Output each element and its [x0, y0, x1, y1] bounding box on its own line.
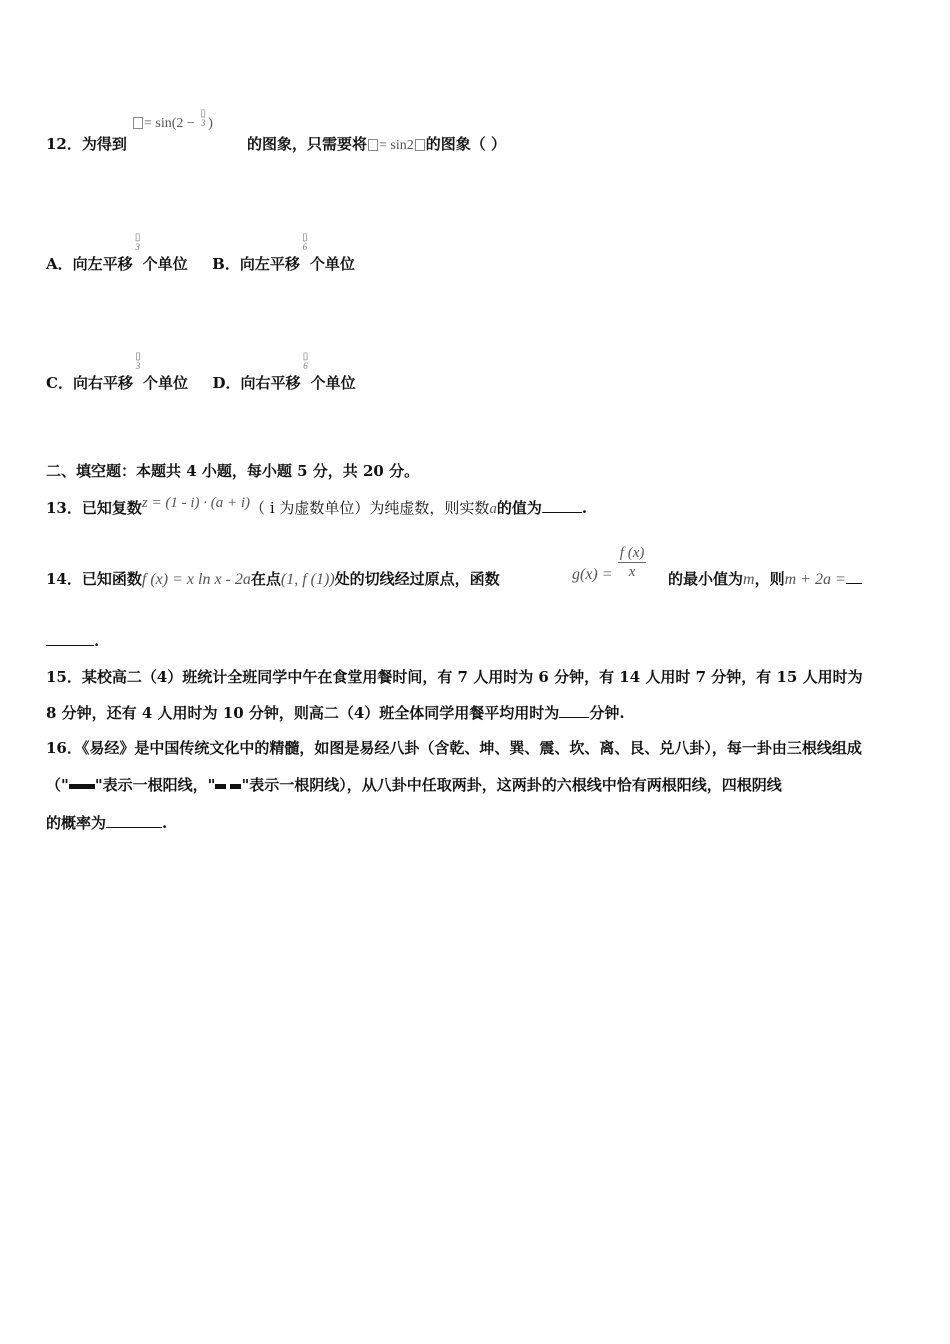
option-a-text: 向左平移: [72, 255, 133, 273]
option-a-frac-den: 3: [135, 242, 140, 252]
q13-suffix: 的值为: [496, 499, 542, 517]
q12-target-formula: [132, 108, 213, 134]
q14-answer-blank[interactable]: [46, 631, 94, 646]
q14-end: .: [94, 632, 100, 650]
option-b-label: B．: [212, 255, 240, 273]
q16-open-quote: （": [46, 776, 69, 794]
q14-prefix: 已知函数: [81, 570, 142, 588]
q13-paren-note: （ i 为虚数单位）为纯虚数，则实数: [250, 499, 490, 517]
q16-line-1: 16．《易经》是中国传统文化中的精髓，如图是易经八卦（含乾、坤、巽、震、坎、离、艮、兑八卦），每一卦由三根线组成: [46, 739, 862, 757]
q14-g-denominator: x: [628, 564, 636, 580]
q14-continuation: [46, 631, 99, 651]
q14-min-text: 的最小值为: [668, 570, 744, 588]
option-b-frac: [300, 232, 310, 252]
question-13: [46, 495, 588, 519]
yang-line-icon: [69, 784, 95, 789]
option-c-label: C．: [46, 374, 73, 392]
q14-g-lhs: g(x) =: [572, 565, 613, 583]
option-c-frac: [133, 351, 143, 371]
option-a-label: A．: [46, 255, 73, 273]
q14-g-numerator: f (x): [619, 545, 645, 561]
q14-then: ，则: [754, 570, 785, 588]
q12-formula-target-close: ): [208, 116, 213, 131]
missing-glyph-icon: [368, 139, 378, 151]
q14-at-point: 在点: [250, 570, 281, 588]
q12-suffix: 的图象（ ）: [425, 135, 506, 153]
q16-line-3: [46, 813, 167, 833]
q16-line-2: [46, 775, 782, 795]
q14-var-m: m: [743, 571, 755, 588]
q15-line-2: [46, 703, 625, 723]
option-b: [212, 232, 355, 273]
option-d-frac: [300, 351, 310, 371]
q16-text: 的概率为: [46, 814, 107, 832]
q14-point: (1, f (1)): [280, 571, 335, 588]
q12-options-cd: [46, 351, 356, 393]
q16-end: .: [162, 814, 168, 832]
q12-formula-target: = sin(2 −: [144, 116, 199, 131]
q14-middle: 处的切线经过原点，函数: [334, 570, 500, 588]
q14-answer-blank-start[interactable]: [846, 569, 862, 584]
option-a-unit: 个单位: [142, 255, 188, 273]
section-heading-fill-in: 二、填空题：本题共 4 小题，每小题 5 分，共 20 分。: [46, 462, 420, 480]
q14-expr: m + 2a =: [784, 571, 846, 588]
q12-number: 12．: [46, 135, 82, 153]
option-b-frac-den: 6: [302, 242, 308, 252]
option-d-text: 向右平移: [240, 374, 301, 392]
q12-options-ab: [46, 232, 355, 274]
q12-formula-frac: [198, 108, 208, 128]
q12-frac-den: 3: [201, 118, 206, 128]
q15-text: 8 分钟，还有 4 人用时为 10 分钟，则高二（4）班全体同学用餐平均用时为: [46, 704, 560, 722]
q14-formula-f: f (x) = x ln x - 2a: [141, 571, 251, 588]
q15-answer-blank[interactable]: [559, 703, 589, 718]
q12-rest: [247, 134, 506, 156]
q13-var-a: a: [489, 501, 497, 517]
option-b-text: 向左平移: [239, 255, 300, 273]
q15-line-1: 15．某校高二（4）班统计全班同学中午在食堂用餐时间，有 7 人用时为 6 分钟，有 14 人用时 7 分钟，有 15 人用时为: [46, 668, 863, 686]
option-a-frac: [133, 232, 143, 252]
option-b-unit: 个单位: [309, 255, 355, 273]
option-d-unit: 个单位: [310, 374, 356, 392]
option-c-unit: 个单位: [142, 374, 188, 392]
option-c: [46, 351, 188, 392]
yin-line-icon: [215, 784, 241, 789]
q13-end: .: [581, 499, 588, 517]
q13-answer-blank[interactable]: [542, 498, 582, 513]
q14-g-formula: [572, 544, 646, 588]
question-14: [46, 569, 500, 590]
q16-yang-text: "表示一根阳线，": [94, 776, 216, 794]
pi-glyph-icon: ▯: [200, 108, 207, 119]
pi-glyph-icon: ▯: [302, 232, 308, 243]
q12-prefix: 为得到: [81, 135, 127, 153]
q13-prefix: 已知复数: [81, 499, 142, 517]
q16-answer-blank[interactable]: [106, 813, 162, 828]
q14-tail: [668, 569, 862, 590]
q13-formula: z = (1 - i) · (a + i): [141, 495, 251, 511]
missing-glyph-icon: [133, 117, 143, 129]
option-c-text: 向右平移: [72, 374, 133, 392]
q14-number: 14．: [46, 570, 82, 588]
question-12: [46, 134, 127, 154]
option-d-frac-den: 6: [303, 361, 308, 371]
option-d: [212, 351, 356, 392]
pi-glyph-icon: ▯: [134, 232, 141, 243]
option-c-frac-den: 3: [135, 361, 141, 371]
q14-g-fraction: [618, 544, 647, 581]
q16-yin-text: "表示一根阴线），从八卦中任取两卦，这两卦的六根线中恰有两根阳线，四根阴线: [241, 776, 782, 794]
missing-glyph-icon: [415, 139, 425, 151]
q12-middle: 的图象，只需要将: [247, 135, 368, 153]
q15-end: 分钟.: [589, 704, 625, 722]
option-d-label: D．: [212, 374, 241, 392]
q12-formula-source: = sin2: [379, 138, 414, 153]
q13-number: 13．: [46, 499, 82, 517]
option-a: [46, 232, 188, 273]
pi-glyph-icon: ▯: [302, 351, 309, 362]
pi-glyph-icon: ▯: [135, 351, 141, 362]
